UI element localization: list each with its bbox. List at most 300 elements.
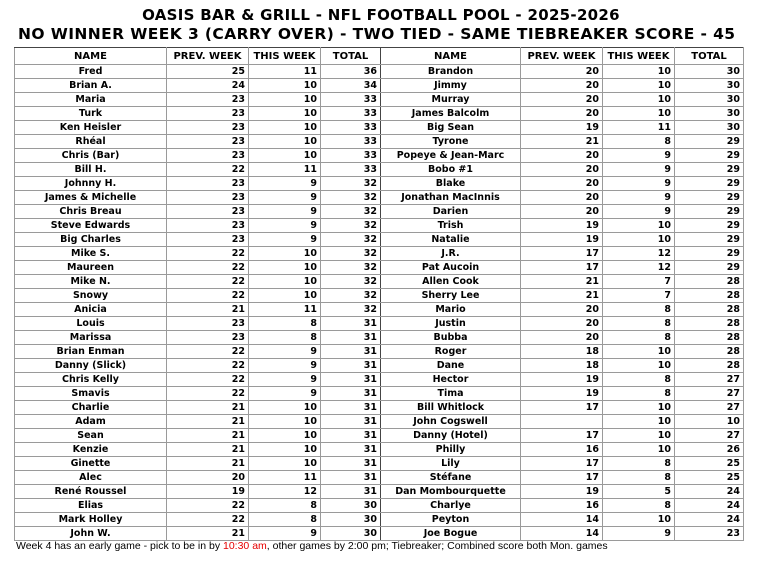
total-right: 28	[675, 303, 744, 317]
prev-week-left: 22	[167, 345, 249, 359]
prev-week-right: 19	[521, 121, 603, 135]
this-week-right: 9	[603, 163, 675, 177]
footer-note	[16, 540, 608, 552]
player-name-right: Dan Mombourquette	[381, 485, 521, 499]
player-name-left: Danny (Slick)	[15, 359, 167, 373]
total-right: 28	[675, 359, 744, 373]
player-name-right: Sherry Lee	[381, 289, 521, 303]
header-this-week-right: THIS WEEK	[603, 48, 675, 65]
player-name-right: Trish	[381, 219, 521, 233]
player-name-left: Brian Enman	[15, 345, 167, 359]
this-week-left: 10	[249, 135, 321, 149]
prev-week-left: 23	[167, 331, 249, 345]
player-name-left: Chris Kelly	[15, 373, 167, 387]
this-week-left: 10	[249, 275, 321, 289]
table-row	[15, 345, 744, 359]
total-left: 32	[321, 275, 381, 289]
total-right: 28	[675, 317, 744, 331]
prev-week-left: 22	[167, 247, 249, 261]
player-name-right: Mario	[381, 303, 521, 317]
prev-week-right: 20	[521, 191, 603, 205]
this-week-right: 10	[603, 65, 675, 79]
player-name-right: Jonathan MacInnis	[381, 191, 521, 205]
total-right: 29	[675, 163, 744, 177]
player-name-left: Johnny H.	[15, 177, 167, 191]
total-right: 29	[675, 219, 744, 233]
prev-week-right: 21	[521, 275, 603, 289]
standings-table	[14, 47, 744, 541]
prev-week-right: 21	[521, 135, 603, 149]
total-left: 32	[321, 177, 381, 191]
this-week-right: 10	[603, 513, 675, 527]
player-name-right: Bobo #1	[381, 163, 521, 177]
player-name-right: Peyton	[381, 513, 521, 527]
total-left: 33	[321, 93, 381, 107]
this-week-left: 9	[249, 373, 321, 387]
table-row	[15, 513, 744, 527]
prev-week-left: 21	[167, 401, 249, 415]
player-name-left: Maria	[15, 93, 167, 107]
player-name-right: Bubba	[381, 331, 521, 345]
header-name-left: NAME	[15, 48, 167, 65]
prev-week-right: 17	[521, 261, 603, 275]
prev-week-right: 17	[521, 429, 603, 443]
this-week-right: 9	[603, 177, 675, 191]
table-row	[15, 261, 744, 275]
player-name-right: Natalie	[381, 233, 521, 247]
this-week-left: 8	[249, 331, 321, 345]
player-name-left: Anicia	[15, 303, 167, 317]
this-week-left: 8	[249, 513, 321, 527]
player-name-left: Adam	[15, 415, 167, 429]
player-name-right: Tyrone	[381, 135, 521, 149]
total-left: 34	[321, 79, 381, 93]
prev-week-right: 19	[521, 373, 603, 387]
prev-week-left: 23	[167, 205, 249, 219]
prev-week-right: 17	[521, 457, 603, 471]
header-this-week-left: THIS WEEK	[249, 48, 321, 65]
total-right: 24	[675, 485, 744, 499]
total-right: 27	[675, 387, 744, 401]
total-right: 29	[675, 261, 744, 275]
table-row	[15, 317, 744, 331]
prev-week-left: 25	[167, 65, 249, 79]
table-row	[15, 93, 744, 107]
total-right: 30	[675, 65, 744, 79]
this-week-right: 8	[603, 331, 675, 345]
this-week-left: 10	[249, 121, 321, 135]
this-week-right: 9	[603, 527, 675, 541]
prev-week-right: 20	[521, 163, 603, 177]
table-row	[15, 443, 744, 457]
table-row	[15, 401, 744, 415]
this-week-right: 8	[603, 471, 675, 485]
table-row	[15, 163, 744, 177]
table-row	[15, 149, 744, 163]
this-week-left: 8	[249, 317, 321, 331]
player-name-left: Mike S.	[15, 247, 167, 261]
player-name-right: Dane	[381, 359, 521, 373]
player-name-left: Snowy	[15, 289, 167, 303]
this-week-left: 11	[249, 163, 321, 177]
total-left: 33	[321, 107, 381, 121]
player-name-right: Roger	[381, 345, 521, 359]
prev-week-left: 23	[167, 121, 249, 135]
total-right: 29	[675, 233, 744, 247]
total-left: 31	[321, 317, 381, 331]
table-row	[15, 471, 744, 485]
player-name-left: Maureen	[15, 261, 167, 275]
player-name-right: Joe Bogue	[381, 527, 521, 541]
prev-week-left: 21	[167, 457, 249, 471]
this-week-left: 10	[249, 107, 321, 121]
player-name-left: Fred	[15, 65, 167, 79]
total-right: 24	[675, 499, 744, 513]
prev-week-right: 17	[521, 247, 603, 261]
player-name-left: Rhéal	[15, 135, 167, 149]
total-right: 29	[675, 205, 744, 219]
this-week-right: 8	[603, 387, 675, 401]
prev-week-right: 19	[521, 233, 603, 247]
table-row	[15, 331, 744, 345]
player-name-left: Sean	[15, 429, 167, 443]
total-left: 31	[321, 415, 381, 429]
prev-week-left: 22	[167, 373, 249, 387]
prev-week-left: 23	[167, 177, 249, 191]
this-week-left: 9	[249, 219, 321, 233]
prev-week-left: 22	[167, 261, 249, 275]
prev-week-left: 22	[167, 387, 249, 401]
prev-week-left: 22	[167, 499, 249, 513]
table-row	[15, 387, 744, 401]
total-left: 32	[321, 233, 381, 247]
this-week-left: 9	[249, 191, 321, 205]
player-name-left: Alec	[15, 471, 167, 485]
total-right: 29	[675, 177, 744, 191]
total-left: 31	[321, 471, 381, 485]
player-name-right: John Cogswell	[381, 415, 521, 429]
player-name-left: Big Charles	[15, 233, 167, 247]
prev-week-left: 23	[167, 93, 249, 107]
prev-week-right: 19	[521, 219, 603, 233]
this-week-right: 9	[603, 149, 675, 163]
total-right: 28	[675, 275, 744, 289]
total-left: 32	[321, 289, 381, 303]
prev-week-right: 18	[521, 359, 603, 373]
player-name-left: Elias	[15, 499, 167, 513]
prev-week-right: 14	[521, 527, 603, 541]
player-name-right: Hector	[381, 373, 521, 387]
total-right: 27	[675, 373, 744, 387]
total-left: 31	[321, 373, 381, 387]
total-left: 30	[321, 499, 381, 513]
this-week-left: 10	[249, 289, 321, 303]
total-left: 30	[321, 513, 381, 527]
this-week-right: 8	[603, 135, 675, 149]
player-name-right: Allen Cook	[381, 275, 521, 289]
prev-week-left: 23	[167, 107, 249, 121]
prev-week-left: 23	[167, 233, 249, 247]
prev-week-left: 21	[167, 527, 249, 541]
total-left: 31	[321, 457, 381, 471]
player-name-left: Bill H.	[15, 163, 167, 177]
table-row	[15, 65, 744, 79]
this-week-left: 9	[249, 345, 321, 359]
table-row	[15, 177, 744, 191]
prev-week-right: 19	[521, 387, 603, 401]
total-right: 30	[675, 121, 744, 135]
player-name-left: Kenzie	[15, 443, 167, 457]
header-total-right: TOTAL	[675, 48, 744, 65]
player-name-right: Brandon	[381, 65, 521, 79]
player-name-left: Charlie	[15, 401, 167, 415]
total-left: 33	[321, 163, 381, 177]
prev-week-right	[521, 415, 603, 429]
table-row	[15, 527, 744, 541]
this-week-left: 9	[249, 205, 321, 219]
prev-week-left: 22	[167, 359, 249, 373]
player-name-left: James & Michelle	[15, 191, 167, 205]
header-total-left: TOTAL	[321, 48, 381, 65]
prev-week-right: 21	[521, 289, 603, 303]
total-left: 33	[321, 121, 381, 135]
this-week-right: 10	[603, 443, 675, 457]
this-week-left: 10	[249, 93, 321, 107]
player-name-left: Smavis	[15, 387, 167, 401]
total-left: 31	[321, 387, 381, 401]
player-name-left: Chris Breau	[15, 205, 167, 219]
total-right: 30	[675, 93, 744, 107]
table-row	[15, 233, 744, 247]
this-week-right: 10	[603, 79, 675, 93]
total-right: 28	[675, 331, 744, 345]
player-name-left: Steve Edwards	[15, 219, 167, 233]
player-name-right: Blake	[381, 177, 521, 191]
player-name-right: Lily	[381, 457, 521, 471]
this-week-right: 10	[603, 93, 675, 107]
prev-week-left: 23	[167, 135, 249, 149]
player-name-left: Chris (Bar)	[15, 149, 167, 163]
player-name-right: Philly	[381, 443, 521, 457]
total-right: 30	[675, 79, 744, 93]
prev-week-right: 20	[521, 107, 603, 121]
this-week-left: 10	[249, 401, 321, 415]
player-name-right: Darien	[381, 205, 521, 219]
total-right: 10	[675, 415, 744, 429]
prev-week-right: 20	[521, 79, 603, 93]
this-week-left: 9	[249, 527, 321, 541]
prev-week-right: 19	[521, 485, 603, 499]
total-left: 31	[321, 359, 381, 373]
prev-week-right: 20	[521, 93, 603, 107]
footer-text: Week 4 has an early game - pick to be in by	[16, 540, 223, 552]
total-right: 29	[675, 135, 744, 149]
this-week-right: 10	[603, 415, 675, 429]
table-row	[15, 457, 744, 471]
total-right: 23	[675, 527, 744, 541]
prev-week-right: 20	[521, 205, 603, 219]
total-left: 33	[321, 135, 381, 149]
this-week-right: 8	[603, 317, 675, 331]
prev-week-left: 23	[167, 219, 249, 233]
total-left: 31	[321, 345, 381, 359]
table-row	[15, 415, 744, 429]
prev-week-left: 22	[167, 513, 249, 527]
this-week-right: 10	[603, 219, 675, 233]
table-row	[15, 219, 744, 233]
prev-week-left: 22	[167, 289, 249, 303]
player-name-left: Turk	[15, 107, 167, 121]
player-name-right: James Balcolm	[381, 107, 521, 121]
total-right: 29	[675, 149, 744, 163]
prev-week-right: 17	[521, 471, 603, 485]
total-left: 31	[321, 485, 381, 499]
player-name-left: Marissa	[15, 331, 167, 345]
total-left: 32	[321, 219, 381, 233]
player-name-right: Murray	[381, 93, 521, 107]
this-week-left: 10	[249, 415, 321, 429]
player-name-right: Pat Aucoin	[381, 261, 521, 275]
this-week-right: 8	[603, 499, 675, 513]
prev-week-left: 21	[167, 303, 249, 317]
pool-title: OASIS BAR & GRILL - NFL FOOTBALL POOL - 2025-2026	[142, 6, 620, 24]
this-week-left: 11	[249, 303, 321, 317]
this-week-left: 11	[249, 65, 321, 79]
prev-week-right: 18	[521, 345, 603, 359]
total-right: 25	[675, 457, 744, 471]
this-week-right: 7	[603, 289, 675, 303]
player-name-right: Justin	[381, 317, 521, 331]
total-left: 32	[321, 191, 381, 205]
total-right: 27	[675, 429, 744, 443]
total-right: 24	[675, 513, 744, 527]
player-name-right: Bill Whitlock	[381, 401, 521, 415]
this-week-left: 9	[249, 233, 321, 247]
prev-week-right: 20	[521, 177, 603, 191]
player-name-right: Jimmy	[381, 79, 521, 93]
table-row	[15, 121, 744, 135]
this-week-right: 9	[603, 205, 675, 219]
player-name-right: J.R.	[381, 247, 521, 261]
this-week-right: 11	[603, 121, 675, 135]
this-week-right: 8	[603, 303, 675, 317]
prev-week-left: 20	[167, 471, 249, 485]
player-name-left: Brian A.	[15, 79, 167, 93]
prev-week-left: 23	[167, 191, 249, 205]
this-week-right: 10	[603, 429, 675, 443]
this-week-right: 10	[603, 359, 675, 373]
table-row	[15, 191, 744, 205]
total-right: 27	[675, 401, 744, 415]
this-week-right: 12	[603, 261, 675, 275]
this-week-right: 9	[603, 191, 675, 205]
prev-week-right: 16	[521, 443, 603, 457]
this-week-left: 9	[249, 387, 321, 401]
this-week-right: 10	[603, 401, 675, 415]
this-week-left: 10	[249, 457, 321, 471]
player-name-left: Ken Heisler	[15, 121, 167, 135]
table-row	[15, 275, 744, 289]
total-left: 31	[321, 331, 381, 345]
table-row	[15, 289, 744, 303]
player-name-left: Louis	[15, 317, 167, 331]
table-row	[15, 247, 744, 261]
player-name-right: Danny (Hotel)	[381, 429, 521, 443]
prev-week-left: 22	[167, 163, 249, 177]
player-name-left: Mike N.	[15, 275, 167, 289]
table-row	[15, 107, 744, 121]
total-right: 29	[675, 247, 744, 261]
total-left: 36	[321, 65, 381, 79]
this-week-right: 8	[603, 457, 675, 471]
this-week-left: 10	[249, 443, 321, 457]
header-prev-week-right: PREV. WEEK	[521, 48, 603, 65]
this-week-left: 10	[249, 247, 321, 261]
prev-week-right: 20	[521, 149, 603, 163]
prev-week-right: 20	[521, 331, 603, 345]
total-right: 26	[675, 443, 744, 457]
prev-week-left: 21	[167, 415, 249, 429]
total-left: 31	[321, 443, 381, 457]
total-left: 32	[321, 247, 381, 261]
prev-week-right: 14	[521, 513, 603, 527]
prev-week-right: 16	[521, 499, 603, 513]
prev-week-left: 19	[167, 485, 249, 499]
this-week-right: 5	[603, 485, 675, 499]
prev-week-left: 23	[167, 149, 249, 163]
table-row	[15, 303, 744, 317]
header-prev-week-left: PREV. WEEK	[167, 48, 249, 65]
player-name-left: John W.	[15, 527, 167, 541]
table-row	[15, 135, 744, 149]
this-week-left: 8	[249, 499, 321, 513]
prev-week-left: 21	[167, 443, 249, 457]
this-week-right: 10	[603, 233, 675, 247]
player-name-left: Mark Holley	[15, 513, 167, 527]
prev-week-left: 24	[167, 79, 249, 93]
table-row	[15, 79, 744, 93]
total-right: 29	[675, 191, 744, 205]
total-left: 32	[321, 261, 381, 275]
prev-week-right: 20	[521, 317, 603, 331]
total-right: 30	[675, 107, 744, 121]
table-row	[15, 485, 744, 499]
total-left: 31	[321, 429, 381, 443]
total-right: 25	[675, 471, 744, 485]
total-left: 30	[321, 527, 381, 541]
this-week-right: 10	[603, 345, 675, 359]
prev-week-right: 17	[521, 401, 603, 415]
table-row	[15, 359, 744, 373]
player-name-right: Stéfane	[381, 471, 521, 485]
this-week-left: 9	[249, 177, 321, 191]
this-week-right: 12	[603, 247, 675, 261]
this-week-left: 12	[249, 485, 321, 499]
total-left: 32	[321, 303, 381, 317]
footer-text-rest: , other games by 2:00 pm; Tiebreaker; Combined score both Mon. games	[266, 540, 608, 552]
table-row	[15, 429, 744, 443]
header-name-right: NAME	[381, 48, 521, 65]
this-week-left: 10	[249, 429, 321, 443]
this-week-left: 9	[249, 359, 321, 373]
total-right: 28	[675, 289, 744, 303]
player-name-right: Popeye & Jean-Marc	[381, 149, 521, 163]
this-week-right: 10	[603, 107, 675, 121]
week-status-title: NO WINNER WEEK 3 (CARRY OVER) - TWO TIED - SAME TIEBREAKER SCORE - 45	[18, 25, 736, 43]
total-right: 28	[675, 345, 744, 359]
player-name-right: Charlye	[381, 499, 521, 513]
this-week-right: 8	[603, 373, 675, 387]
